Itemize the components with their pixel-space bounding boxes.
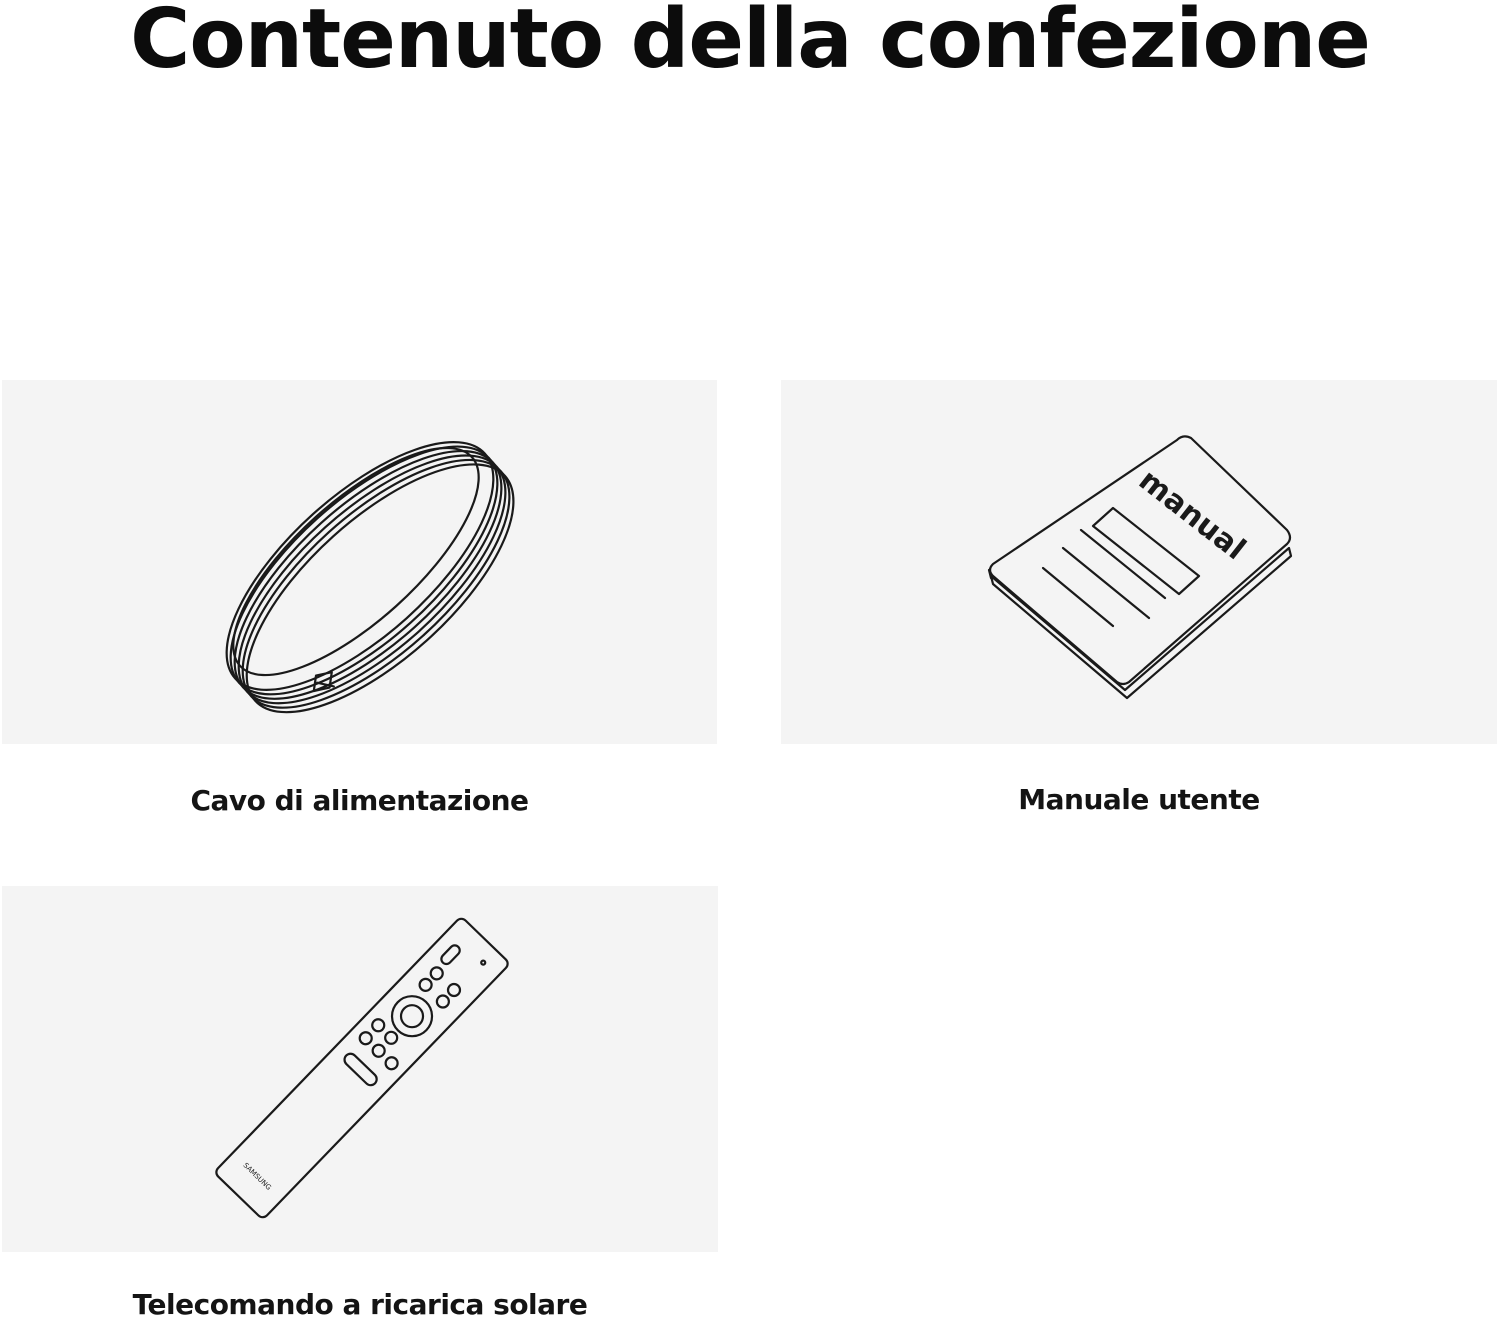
remote-control-icon [2,886,718,1252]
page-title: Contenuto della confezione [130,0,1370,87]
product-card-remote-control [2,886,718,1252]
product-card-power-cable [2,380,717,744]
product-card-user-manual [781,380,1497,744]
power-cable-icon [2,380,717,744]
caption-remote-control: Telecomando a ricarica solare [132,1288,588,1321]
caption-user-manual: Manuale utente [1018,783,1260,816]
remote-brand-text: SAMSUNG [241,1161,273,1192]
manual-booklet-icon [781,380,1497,744]
manual-cover-text: manual [1132,462,1252,568]
caption-power-cable: Cavo di alimentazione [190,784,529,817]
